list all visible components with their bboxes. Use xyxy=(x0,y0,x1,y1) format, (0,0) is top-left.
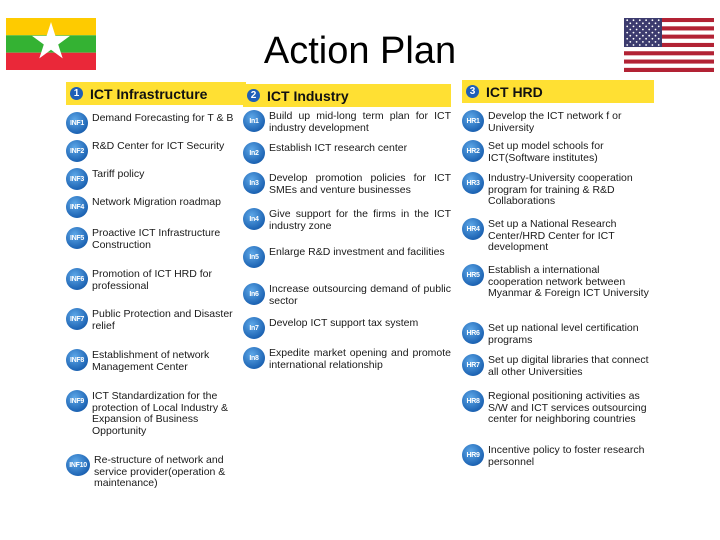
item-text: Develop the ICT network f or University xyxy=(488,110,622,134)
item-code-badge: INF4 xyxy=(66,196,88,218)
item-code-badge: In6 xyxy=(243,283,265,305)
list-item xyxy=(243,283,451,307)
item-text: Re-structure of network and service provider(operation & maintenance) xyxy=(94,454,226,489)
item-code-badge: HR8 xyxy=(462,390,484,412)
item-text: Set up national level certification programs xyxy=(488,322,639,346)
item-text: ICT Standardization for the protection of Local Industry & Expansion of Business Opportunity xyxy=(92,390,228,437)
usa-flag-icon xyxy=(624,18,714,72)
item-text: Build up mid-long term plan for ICT industry development xyxy=(269,110,451,134)
item-code-badge: In7 xyxy=(243,317,265,339)
item-code-badge: HR9 xyxy=(462,444,484,466)
list-item xyxy=(243,317,451,339)
item-code-badge: INF5 xyxy=(66,227,88,249)
list-item xyxy=(243,208,451,232)
column-header xyxy=(462,80,654,103)
item-text: Develop ICT support tax system xyxy=(269,317,419,329)
item-text: Proactive ICT Infrastructure Construction xyxy=(92,227,221,251)
column-ict-infrastructure xyxy=(66,82,246,489)
item-code-badge: In2 xyxy=(243,142,265,164)
list-item xyxy=(243,246,451,268)
item-text: Tariff policy xyxy=(92,168,145,180)
list-item xyxy=(243,110,451,134)
item-code-badge: In1 xyxy=(243,110,265,132)
list-item xyxy=(462,264,654,300)
item-text: Enlarge R&D investment and facilities xyxy=(269,246,445,258)
list-item xyxy=(66,390,246,437)
column-header xyxy=(243,84,451,107)
item-text: R&D Center for ICT Security xyxy=(92,140,225,152)
item-code-badge: In8 xyxy=(243,347,265,369)
item-code-badge: HR6 xyxy=(462,322,484,344)
item-code-badge: HR3 xyxy=(462,172,484,194)
list-item xyxy=(243,172,451,196)
item-text: Set up digital libraries that connect all other Universities xyxy=(488,354,649,378)
list-item xyxy=(243,142,451,164)
item-code-badge: HR2 xyxy=(462,140,484,162)
column-heading: ICT HRD xyxy=(486,83,543,100)
list-item xyxy=(462,172,654,208)
list-item xyxy=(66,140,246,162)
list-item xyxy=(462,110,654,134)
page-title: Action Plan xyxy=(263,30,457,72)
item-code-badge: HR5 xyxy=(462,264,484,286)
list-item xyxy=(66,112,246,134)
list-item xyxy=(66,168,246,190)
item-code-badge: In3 xyxy=(243,172,265,194)
list-item xyxy=(462,322,654,346)
item-code-badge: INF2 xyxy=(66,140,88,162)
item-code-badge: In5 xyxy=(243,246,265,268)
list-item xyxy=(462,354,654,378)
column-ict-industry xyxy=(243,84,451,371)
item-code-badge: HR7 xyxy=(462,354,484,376)
list-item xyxy=(462,444,654,468)
list-item xyxy=(66,454,246,490)
column-number-badge: 3 xyxy=(466,85,479,98)
list-item xyxy=(462,390,654,426)
list-item xyxy=(66,349,246,373)
column-heading: ICT Infrastructure xyxy=(90,85,208,102)
item-text: Demand Forecasting for T & B xyxy=(92,112,234,124)
item-code-badge: HR1 xyxy=(462,110,484,132)
item-code-badge: INF1 xyxy=(66,112,88,134)
item-text: Establishment of network Management Center xyxy=(92,349,210,373)
item-code-badge: INF7 xyxy=(66,308,88,330)
list-item xyxy=(462,140,654,164)
item-text: Set up model schools for ICT(Software institutes) xyxy=(488,140,604,164)
item-text: Develop promotion policies for ICT SMEs and venture businesses xyxy=(269,172,451,196)
myanmar-flag-icon xyxy=(6,18,96,70)
item-code-badge: INF8 xyxy=(66,349,88,371)
item-code-badge: INF3 xyxy=(66,168,88,190)
column-number-badge: 2 xyxy=(247,89,260,102)
item-text: Establish ICT research center xyxy=(269,142,408,154)
column-number-badge: 1 xyxy=(70,87,83,100)
list-item xyxy=(462,218,654,254)
item-code-badge: In4 xyxy=(243,208,265,230)
item-code-badge: INF9 xyxy=(66,390,88,412)
item-text: Promotion of ICT HRD for professional xyxy=(92,268,213,292)
item-text: Incentive policy to foster research personnel xyxy=(488,444,645,468)
column-heading: ICT Industry xyxy=(267,87,349,104)
list-item xyxy=(66,308,246,332)
item-text: Regional positioning activities as S/W and ICT services outsourcing center for neighboring countries xyxy=(488,390,647,425)
column-ict-hrd xyxy=(462,80,654,468)
item-text: Give support for the firms in the ICT industry zone xyxy=(269,208,451,232)
item-text: Establish a international cooperation network between Myanmar & Foreign ICT University xyxy=(488,264,649,299)
column-header xyxy=(66,82,246,105)
item-text: Industry-University cooperation program for training & R&D Collaborations xyxy=(488,172,633,207)
list-item xyxy=(66,227,246,251)
item-text: Network Migration roadmap xyxy=(92,196,221,208)
item-code-badge: INF10 xyxy=(66,454,90,476)
item-text: Increase outsourcing demand of public sector xyxy=(269,283,451,307)
item-text: Public Protection and Disaster relief xyxy=(92,308,233,332)
item-text: Set up a National Research Center/HRD Center for ICT development xyxy=(488,218,617,253)
list-item xyxy=(66,196,246,218)
item-code-badge: INF6 xyxy=(66,268,88,290)
list-item xyxy=(66,268,246,292)
item-text: Expedite market opening and promote international relationship xyxy=(269,347,451,371)
list-item xyxy=(243,347,451,371)
item-code-badge: HR4 xyxy=(462,218,484,240)
